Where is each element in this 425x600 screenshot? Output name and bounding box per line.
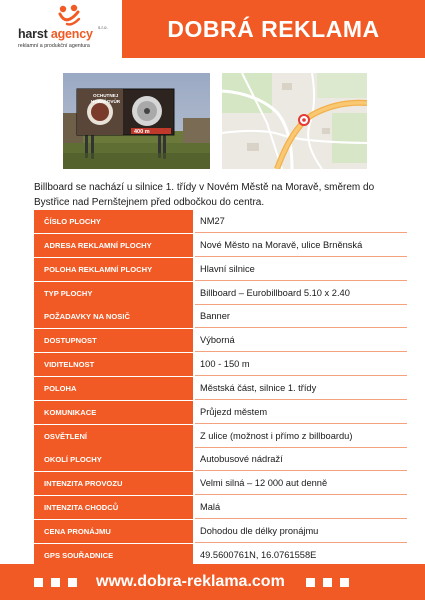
billboard-text-line-1: OCHUTNEJ bbox=[93, 93, 119, 98]
footer-square-icon bbox=[68, 578, 77, 587]
billboard-distance: 400 m bbox=[134, 129, 150, 135]
logo-suffix: s.r.o. bbox=[98, 25, 108, 30]
logo-tagline: reklamní a produkční agentura bbox=[18, 43, 90, 49]
page-title: DOBRÁ REKLAMA bbox=[167, 16, 380, 42]
logo-mark-icon bbox=[57, 4, 83, 28]
details-table bbox=[34, 210, 407, 568]
table-row bbox=[34, 282, 407, 305]
row-label: TYP PLOCHY bbox=[34, 282, 193, 305]
location-map[interactable] bbox=[222, 73, 367, 169]
table-row bbox=[34, 520, 407, 543]
location-map-image bbox=[222, 73, 367, 169]
table-row bbox=[34, 258, 407, 281]
logo-brand-main: harst bbox=[18, 27, 51, 41]
row-value: Dohodou dle délky pronájmu bbox=[195, 520, 407, 543]
footer-square-icon bbox=[51, 578, 60, 587]
row-value: Průjezd městem bbox=[195, 401, 407, 424]
table-row bbox=[34, 448, 407, 471]
row-label: INTENZITA PROVOZU bbox=[34, 472, 193, 495]
table-row bbox=[34, 401, 407, 424]
row-label: KOMUNIKACE bbox=[34, 401, 193, 424]
table-row bbox=[34, 496, 407, 519]
row-label: POLOHA bbox=[34, 377, 193, 400]
row-value: NM27 bbox=[195, 210, 407, 233]
row-label: VIDITELNOST bbox=[34, 353, 193, 376]
table-row bbox=[34, 353, 407, 376]
billboard-text-line-2: HORNÍ DVŮR bbox=[91, 99, 121, 104]
row-value: Billboard – Eurobillboard 5.10 x 2.40 bbox=[195, 282, 407, 305]
row-label: ČÍSLO PLOCHY bbox=[34, 210, 193, 233]
table-row bbox=[34, 425, 407, 448]
logo[interactable] bbox=[0, 0, 122, 58]
row-value: Velmi silná – 12 000 aut denně bbox=[195, 472, 407, 495]
row-label: OSVĚTLENÍ bbox=[34, 425, 193, 448]
row-value: Malá bbox=[195, 496, 407, 519]
footer-square-icon bbox=[340, 578, 349, 587]
header bbox=[0, 0, 425, 58]
row-value: 49.5600761N, 16.0761558E bbox=[195, 544, 407, 567]
row-label: GPS SOUŘADNICE bbox=[34, 544, 193, 567]
map-pin-icon[interactable] bbox=[299, 115, 309, 125]
footer-square-icon bbox=[306, 578, 315, 587]
logo-name bbox=[18, 27, 93, 41]
row-value: Z ulice (možnost i přímo z billboardu) bbox=[195, 425, 407, 448]
billboard-photo-image bbox=[63, 73, 210, 169]
row-value: Nové Město na Moravě, ulice Brněnská bbox=[195, 234, 407, 257]
description: Billboard se nachází u silnice 1. třídy v Novém Městě na Moravě, směrem do Bystřice nad Pernštejnem před odbočkou do centra. bbox=[34, 182, 375, 208]
row-label: DOSTUPNOST bbox=[34, 329, 193, 352]
billboard-photo bbox=[63, 73, 210, 169]
footer-square-icon bbox=[323, 578, 332, 587]
row-label: OKOLÍ PLOCHY bbox=[34, 448, 193, 471]
table-row bbox=[34, 472, 407, 495]
footer-url-link[interactable]: www.dobra-reklama.com bbox=[96, 573, 285, 590]
row-label: POŽADAVKY NA NOSIČ bbox=[34, 305, 193, 328]
row-value: 100 - 150 m bbox=[195, 353, 407, 376]
table-row bbox=[34, 305, 407, 328]
row-label: ADRESA REKLAMNÍ PLOCHY bbox=[34, 234, 193, 257]
row-value: Hlavní silnice bbox=[195, 258, 407, 281]
row-value: Městská část, silnice 1. třídy bbox=[195, 377, 407, 400]
row-label: POLOHA REKLAMNÍ PLOCHY bbox=[34, 258, 193, 281]
footer bbox=[0, 564, 425, 600]
row-label: INTENZITA CHODCŮ bbox=[34, 496, 193, 519]
footer-square-icon bbox=[34, 578, 43, 587]
row-label: CENA PRONÁJMU bbox=[34, 520, 193, 543]
title-bar bbox=[122, 0, 425, 58]
row-value: Výborná bbox=[195, 329, 407, 352]
logo-brand-accent: agency bbox=[50, 27, 93, 41]
table-row bbox=[34, 329, 407, 352]
table-row bbox=[34, 377, 407, 400]
row-value: Banner bbox=[195, 305, 407, 328]
table-row bbox=[34, 234, 407, 257]
row-value: Autobusové nádraží bbox=[195, 448, 407, 471]
table-row bbox=[34, 210, 407, 233]
